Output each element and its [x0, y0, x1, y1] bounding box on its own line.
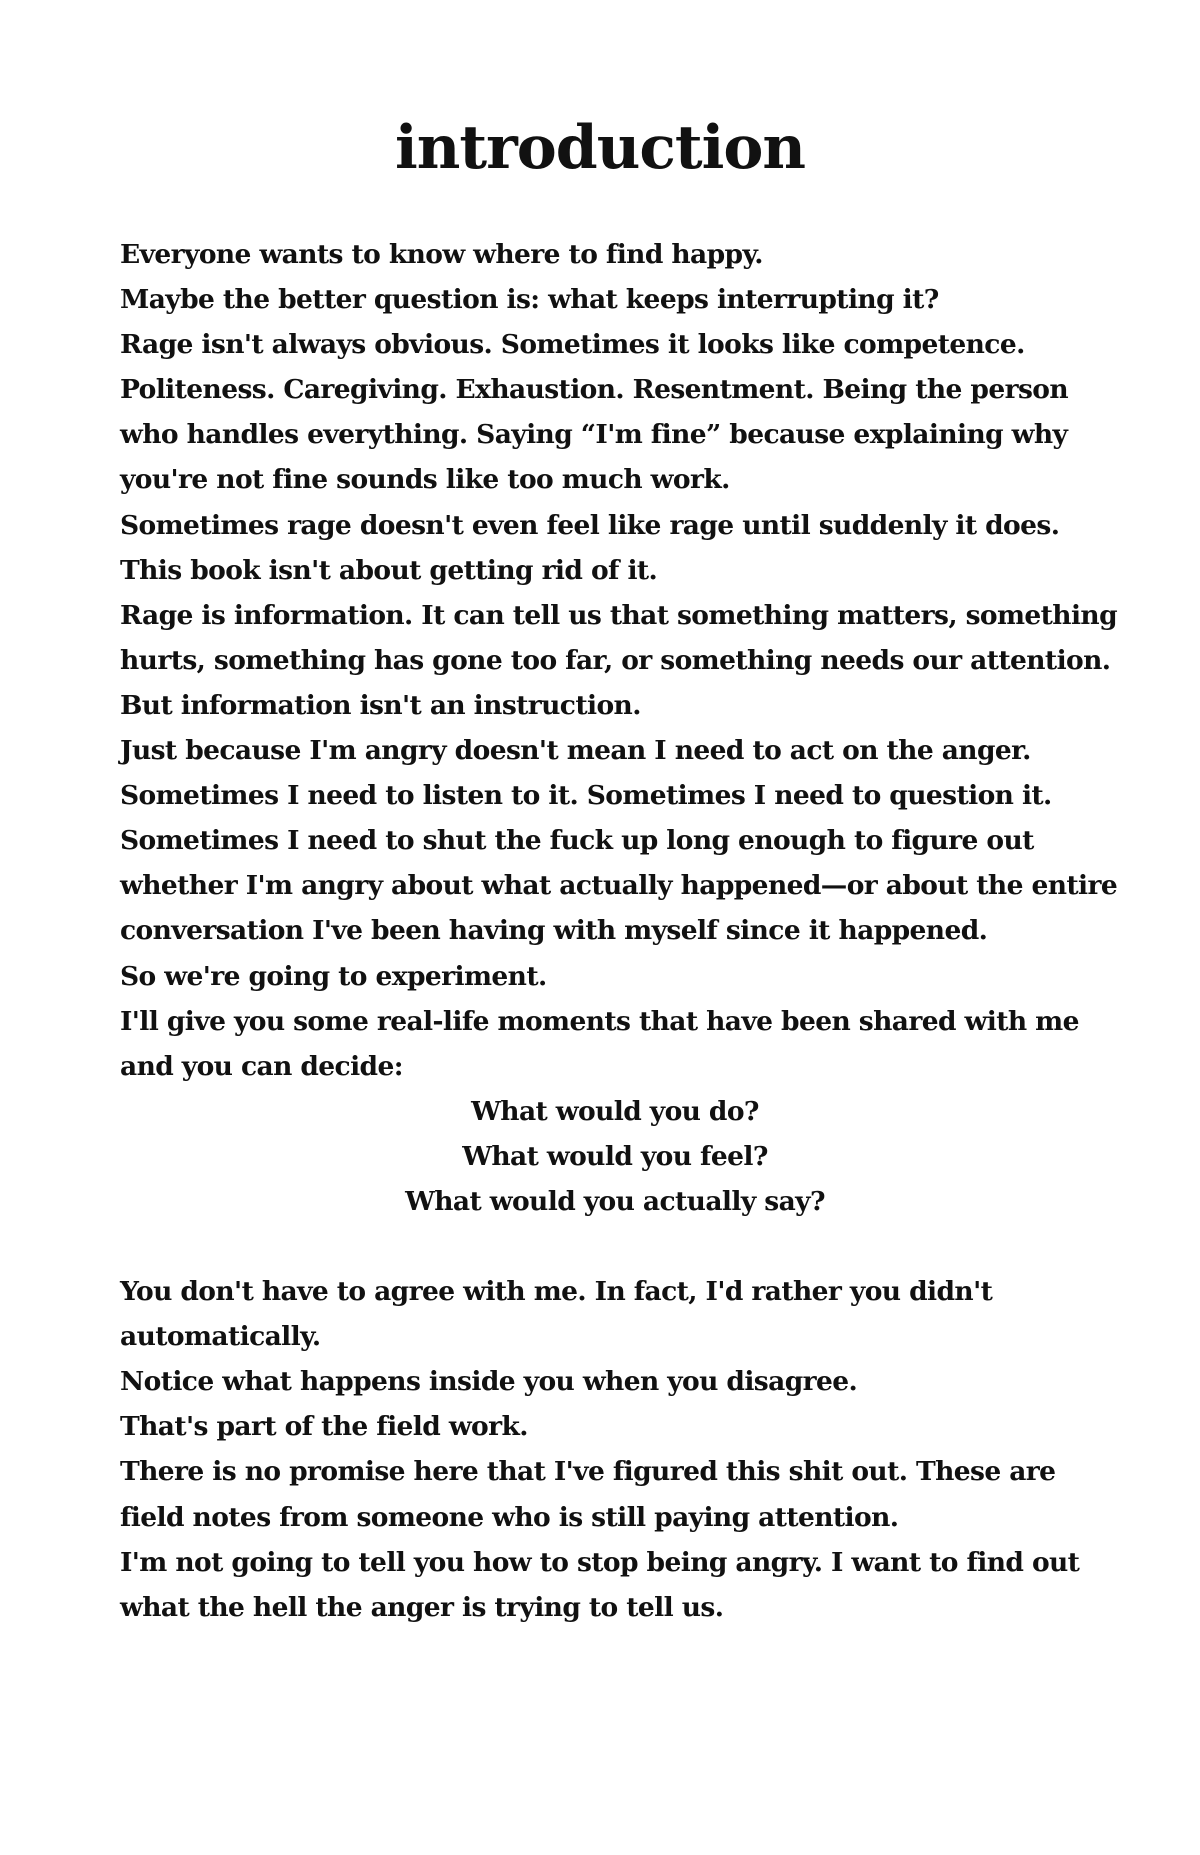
paragraph: Everyone wants to know where to find happy.: [120, 239, 763, 270]
paragraph: I'll give you some real-life moments that have been shared with me and you can decide:: [120, 1005, 1079, 1082]
paragraph: Notice what happens inside you when you disagree.: [120, 1366, 858, 1398]
chapter-title: introduction: [394, 113, 806, 183]
centered-question: What would you feel?: [462, 1140, 768, 1172]
paragraph: Sometimes rage doesn't even feel like rage until suddenly it does.: [120, 509, 1060, 541]
paragraph: Just because I'm angry doesn't mean I need to act on the anger.: [120, 735, 1031, 767]
blank-line: [120, 1224, 1120, 1269]
paragraph: Sometimes I need to shut the fuck up long enough to figure out whether I'm angry about what actually happened—or about the entire conversation I've been having with myself since it happened.: [120, 825, 1118, 947]
paragraph: But information isn't an instruction.: [120, 689, 641, 721]
centered-question: What would you do?: [471, 1095, 759, 1127]
paragraph: Sometimes I need to listen to it. Sometimes I need to question it.: [120, 780, 1052, 812]
paragraph: This book isn't about getting rid of it.: [120, 554, 658, 586]
paragraph: You don't have to agree with me. In fact, I'd rather you didn't automatically.: [120, 1276, 993, 1353]
paragraph: Rage is information. It can tell us that something matters, something hurts, something has gone too far, or something needs our attention.: [120, 599, 1118, 676]
paragraph: Politeness. Caregiving. Exhaustion. Resentment. Being the person who handles everything. Saying “I'm fine” because explaining why you're not fine sounds like too much work.: [120, 374, 1069, 496]
paragraph: Maybe the better question is: what keeps interrupting it?: [120, 284, 939, 316]
chapter-body: [120, 232, 1120, 1630]
paragraph: That's part of the field work.: [120, 1411, 528, 1443]
paragraph: I'm not going to tell you how to stop being angry. I want to find out what the hell the anger is trying to tell us.: [120, 1546, 1080, 1623]
centered-question: What would you actually say?: [405, 1185, 825, 1217]
paragraph: There is no promise here that I've figured this shit out. These are field notes from someone who is still paying attention.: [120, 1456, 1056, 1533]
paragraph: Rage isn't always obvious. Sometimes it looks like competence.: [120, 329, 1025, 361]
paragraph: So we're going to experiment.: [120, 960, 547, 992]
